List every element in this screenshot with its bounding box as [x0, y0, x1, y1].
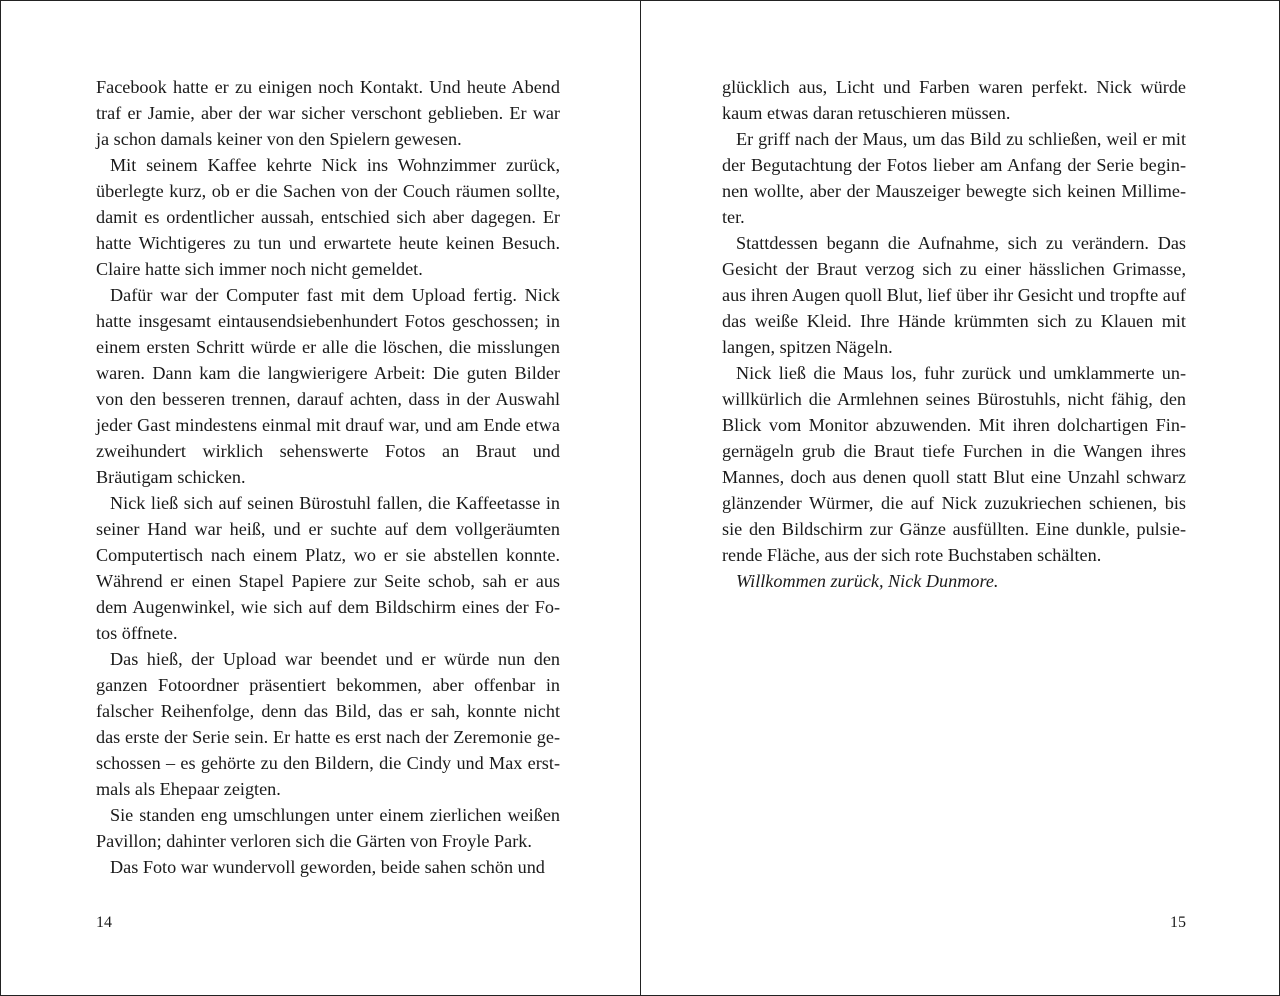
page-number: 14 — [96, 914, 112, 931]
paragraph: Facebook hatte er zu einigen noch Kontakt. Und heute Abend traf er Jamie, aber der war sicher verschont geblieben. Er war ja schon damals keiner von den Spielern gewesen. — [96, 77, 560, 149]
paragraph: Das Foto war wundervoll geworden, beide sahen schön und — [110, 857, 545, 877]
paragraph: Stattdessen begann die Aufnahme, sich zu verändern. Das Gesicht der Braut verzog sich zu einer hässlichen Grimasse, aus ihren Augen quoll Blut, lief über ihr Gesicht und tropfte auf das weiße Kleid. Ihre Hände krümmten sich zu Klauen mit langen, spitzen Nägeln. — [722, 233, 1186, 357]
paragraph: Nick ließ sich auf seinen Bürostuhl fallen, die Kaffeetasse in seiner Hand war heiß, und er suchte auf dem vollgeräumten Computertisch nach einem Platz, wo er sie abstellen konnte. Während er einen Stapel Papiere zur Seite schob, sah er aus dem Augenwinkel, wie sich auf dem Bildschirm eines der Fotos öffnete. — [96, 493, 560, 643]
paragraph: Dafür war der Computer fast mit dem Upload fertig. Nick hatte insgesamt eintausendsiebenhundert Fotos geschossen; in einem ersten Schritt würde er alle die löschen, die misslungen waren. Dann kam die langwierigere Arbeit: Die guten Bilder von den besseren trennen, darauf achten, dass in der Auswahl jeder Gast mindestens einmal mit drauf war, und am Ende etwa zweihundert wirklich sehenswerte Fotos an Braut und Bräutigam schicken. — [96, 285, 560, 487]
right-page-text — [722, 74, 1186, 594]
page-number: 15 — [1170, 914, 1186, 931]
paragraph: glücklich aus, Licht und Farben waren perfekt. Nick würde kaum etwas daran retuschieren müssen. — [722, 77, 1186, 123]
paragraph: Nick ließ die Maus los, fuhr zurück und umklammerte unwillkürlich die Armlehnen seines Bürostuhls, nicht fähig, den Blick vom Monitor abzuwenden. Mit ihren dolchartigen Fingernägeln grub die Braut tiefe Furchen in die Wangen ihres Mannes, doch aus denen quoll statt Blut eine Unzahl schwarz glänzender Würmer, die auf Nick zuzukriechen schienen, bis sie den Bildschirm zur Gänze ausfüllten. Eine dunkle, pulsierende Fläche, aus der sich rote Buchstaben schälten. — [722, 363, 1186, 565]
paragraph: Das hieß, der Upload war beendet und er würde nun den ganzen Fotoordner präsentiert bekommen, aber offenbar in falscher Reihenfolge, denn das Bild, das er sah, konnte nicht das erste der Serie sein. Er hatte es erst nach der Zeremonie geschossen – es gehörte zu den Bildern, die Cindy und Max erstmals als Ehepaar zeigten. — [96, 649, 560, 799]
paragraph: Er griff nach der Maus, um das Bild zu schließen, weil er mit der Begutachtung der Fotos lieber am Anfang der Serie beginnen wollte, aber der Mauszeiger bewegte sich keinen Millimeter. — [722, 129, 1186, 227]
italic-paragraph: Willkommen zurück, Nick Dunmore. — [736, 571, 999, 591]
left-page-text — [96, 74, 560, 880]
left-page — [1, 1, 640, 995]
paragraph: Mit seinem Kaffee kehrte Nick ins Wohnzimmer zurück, überlegte kurz, ob er die Sachen von der Couch räumen sollte, damit es ordentlicher aussah, entschied sich aber dagegen. Er hatte Wichtigeres zu tun und erwartete heute keinen Besuch. Claire hatte sich immer noch nicht gemeldet. — [96, 155, 560, 279]
paragraph: Sie standen eng umschlungen unter einem zierlichen weißen Pavillon; dahinter verloren sich die Gärten von Froyle Park. — [96, 805, 560, 851]
right-page — [641, 1, 1280, 995]
